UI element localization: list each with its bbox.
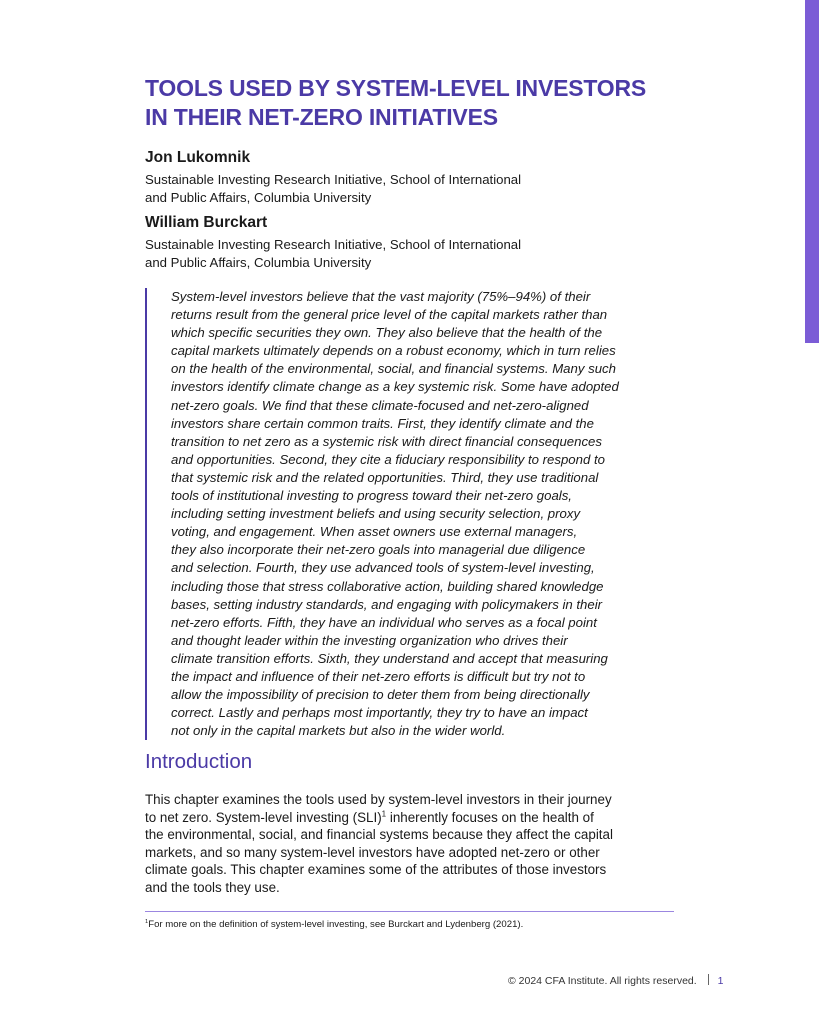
- abstract-line: voting, and engagement. When asset owners use external managers,: [171, 524, 578, 540]
- paragraph-line-text: inherently focuses on the health of: [386, 809, 594, 825]
- abstract-line: transition to net zero as a systemic risk with direct financial consequences: [171, 433, 602, 449]
- abstract-line: investors share certain common traits. First, they identify climate and the: [171, 415, 594, 431]
- abstract-line: System-level investors believe that the vast majority (75%–94%) of their: [171, 289, 591, 304]
- abstract-line: bases, setting industry standards, and engaging with policymakers in their: [171, 596, 603, 612]
- abstract-line: investors identify climate change as a key systemic risk. Some have adopted: [171, 379, 619, 395]
- abstract-line: capital markets ultimately depends on a robust economy, which in turn relies: [171, 343, 616, 359]
- chapter-title: [145, 74, 705, 132]
- footnote-divider: [145, 911, 674, 912]
- accent-side-bar: [805, 0, 819, 343]
- abstract-line: tools of institutional investing to progress toward their net-zero goals,: [171, 488, 572, 504]
- introduction-heading: Introduction: [145, 750, 253, 773]
- abstract-line: the impact and influence of their net-zero efforts is difficult but try not to: [171, 668, 586, 684]
- author-affiliation: [145, 236, 605, 272]
- footnote-text: For more on the definition of system-level investing, see Burckart and Lydenberg (2021).: [148, 919, 524, 930]
- abstract-line: and selection. Fourth, they use advanced tools of system-level investing,: [171, 560, 595, 576]
- paragraph-line: and the tools they use.: [145, 879, 280, 895]
- author-name: Jon Lukomnik: [145, 149, 251, 166]
- paragraph-line-text: to net zero. System-level investing (SLI): [145, 809, 382, 825]
- abstract-line: climate transition efforts. Sixth, they understand and accept that measuring: [171, 650, 608, 666]
- author-name: William Burckart: [145, 214, 268, 231]
- footer-separator: [708, 974, 709, 985]
- page-footer: [508, 974, 724, 988]
- abstract-line: on the health of the environmental, social, and financial systems. Many such: [171, 361, 616, 377]
- abstract-line: allow the impossibility of precision to deter them from being directionally: [171, 687, 590, 703]
- abstract-line: they also incorporate their net-zero goals into managerial due diligence: [171, 542, 586, 558]
- affiliation-line-2: and Public Affairs, Columbia University: [145, 190, 372, 205]
- abstract-line: net-zero efforts. Fifth, they have an individual who serves as a focal point: [171, 614, 597, 630]
- abstract-line: not only in the capital markets but also in the wider world.: [171, 723, 506, 739]
- abstract-line: that systemic risk and the related opportunities. Third, they use traditional: [171, 469, 599, 485]
- abstract-text: [171, 288, 675, 740]
- affiliation-line-1: Sustainable Investing Research Initiative, School of International: [145, 237, 522, 252]
- abstract-line: which specific securities they own. They also believe that the health of the: [171, 325, 603, 341]
- affiliation-line-2: and Public Affairs, Columbia University: [145, 255, 372, 270]
- author-block-2: [145, 213, 605, 272]
- title-line-1: TOOLS USED BY SYSTEM-LEVEL INVESTORS: [145, 75, 647, 101]
- paragraph-line: This chapter examines the tools used by system-level investors in their journey: [145, 792, 612, 807]
- copyright-notice: © 2024 CFA Institute. All rights reserved.: [508, 975, 697, 987]
- footnote-mark: 1: [145, 918, 149, 925]
- abstract-line: correct. Lastly and perhaps most importantly, they try to have an impact: [171, 705, 588, 721]
- abstract-line: returns result from the general price level of the capital markets rather than: [171, 307, 608, 323]
- abstract-line: including setting investment beliefs and using security selection, proxy: [171, 506, 581, 522]
- abstract-line: and opportunities. Second, they cite a fiduciary responsibility to respond to: [171, 451, 605, 467]
- affiliation-line-1: Sustainable Investing Research Initiative, School of International: [145, 172, 522, 187]
- abstract-block: [145, 288, 675, 740]
- footnote: [145, 918, 523, 931]
- paragraph-line: markets, and so many system-level investors have adopted net-zero or other: [145, 844, 600, 860]
- abstract-line: and thought leader within the investing organization who drives their: [171, 632, 568, 648]
- page-number: 1: [717, 975, 724, 987]
- abstract-line: including those that stress collaborative action, building shared knowledge: [171, 578, 604, 594]
- abstract-line: net-zero goals. We find that these climate-focused and net-zero-aligned: [171, 397, 589, 413]
- paragraph-line: climate goals. This chapter examines some of the attributes of those investors: [145, 862, 607, 878]
- paragraph-line: the environmental, social, and financial systems because they affect the capital: [145, 827, 613, 843]
- author-block-1: [145, 148, 605, 207]
- introduction-paragraph: [145, 791, 665, 897]
- title-line-2: IN THEIR NET-ZERO INITIATIVES: [145, 104, 498, 130]
- footnote-reference[interactable]: 1: [381, 809, 387, 819]
- author-affiliation: [145, 171, 605, 207]
